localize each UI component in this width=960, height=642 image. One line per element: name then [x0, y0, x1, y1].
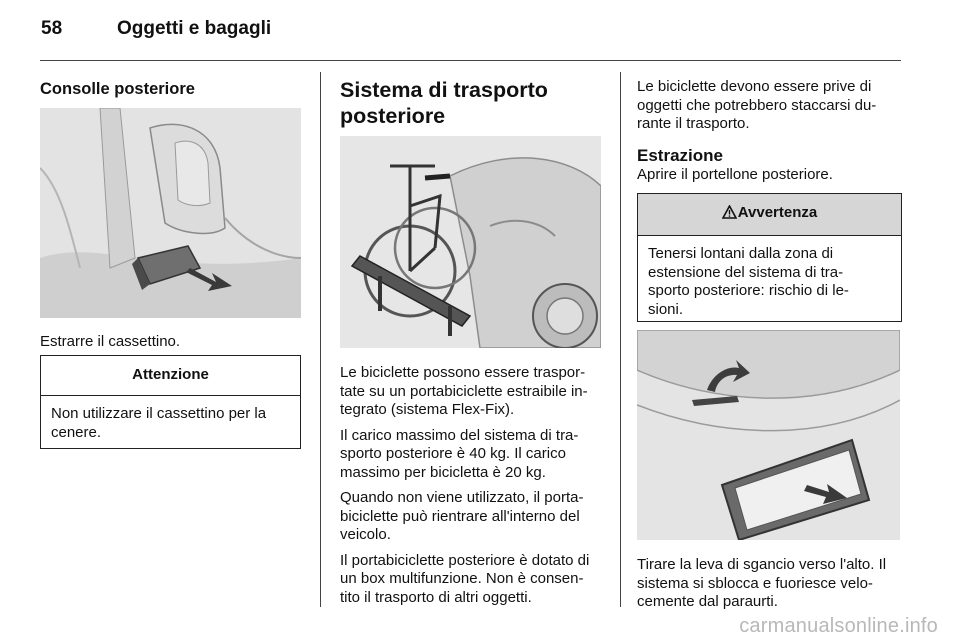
warning-triangle-icon	[722, 205, 737, 224]
section-title-rear-console: Consolle posteriore	[40, 80, 195, 98]
carrier-description	[340, 364, 604, 607]
bike-carrier-illustration	[340, 136, 601, 348]
column-divider-2	[620, 72, 621, 607]
bike-requirement-text	[637, 78, 901, 134]
paragraph-4	[340, 552, 604, 608]
notice-heading: Attenzione	[41, 356, 300, 396]
text-line: sistema si sblocca e fuoriesce velo-	[637, 574, 873, 592]
text-line: biciclette può rientrare all'interno del	[340, 507, 580, 525]
rear-console-illustration	[40, 108, 301, 318]
text-line: cemente dal paraurti.	[637, 593, 778, 610]
release-lever-illustration	[637, 330, 900, 540]
paragraph-3	[340, 489, 604, 545]
text-line: sioni.	[648, 300, 684, 318]
text-line: Il portabiciclette posteriore è dotato di	[340, 551, 590, 569]
extraction-heading: Estrazione	[637, 146, 723, 165]
watermark: carmanualsonline.info	[739, 615, 938, 637]
text-line: Il carico massimo del sistema di tra-	[340, 426, 579, 444]
text-line: sporto posteriore: rischio di le-	[648, 282, 849, 299]
header-rule	[40, 60, 901, 61]
text-line: Le biciclette possono essere traspor-	[340, 364, 586, 381]
page-number: 58	[41, 18, 63, 39]
section-title-line-2: posteriore	[340, 104, 446, 128]
text-line: Tenersi lontani dalla zona di	[648, 245, 834, 262]
chapter-title: Oggetti e bagagli	[117, 18, 272, 39]
extraction-text: Aprire il portellone posteriore.	[637, 166, 833, 183]
text-line: un box multifunzione. Non è consen-	[340, 570, 584, 587]
warning-heading	[638, 194, 901, 236]
text-line: veicolo.	[340, 526, 391, 543]
section-title-rear-carrier	[340, 77, 600, 129]
text-line: massimo per bicicletta è 20 kg.	[340, 463, 546, 481]
text-line: Quando non viene utilizzato, il porta-	[340, 489, 584, 506]
paragraph-1	[340, 364, 604, 420]
paragraph-2	[340, 427, 604, 483]
warning-heading-label: Avvertenza	[737, 204, 818, 221]
notice-box	[40, 355, 301, 449]
text-line: rante il trasporto.	[637, 115, 750, 132]
text-line: sporto posteriore è 40 kg. Il carico	[340, 445, 566, 462]
console-caption: Estrarre il cassettino.	[40, 333, 181, 350]
section-title-line-1: Sistema di trasporto	[340, 78, 548, 102]
notice-body: Non utilizzare il cassettino per la cenere.	[51, 405, 267, 441]
text-line: Le biciclette devono essere prive di	[637, 78, 872, 95]
release-caption	[637, 556, 903, 612]
column-divider-1	[320, 72, 321, 607]
text-line: oggetti che potrebbero staccarsi du-	[637, 96, 877, 114]
text-line: Tirare la leva di sgancio verso l'alto. Il	[637, 556, 887, 573]
text-line: tate su un portabiciclette estraibile in-	[340, 382, 588, 400]
warning-body	[638, 236, 901, 327]
text-line: tegrato (sistema Flex-Fix).	[340, 401, 515, 418]
text-line: tito il trasporto di altri oggetti.	[340, 588, 532, 606]
warning-box	[637, 193, 902, 322]
text-line: estensione del sistema di tra-	[648, 263, 844, 281]
